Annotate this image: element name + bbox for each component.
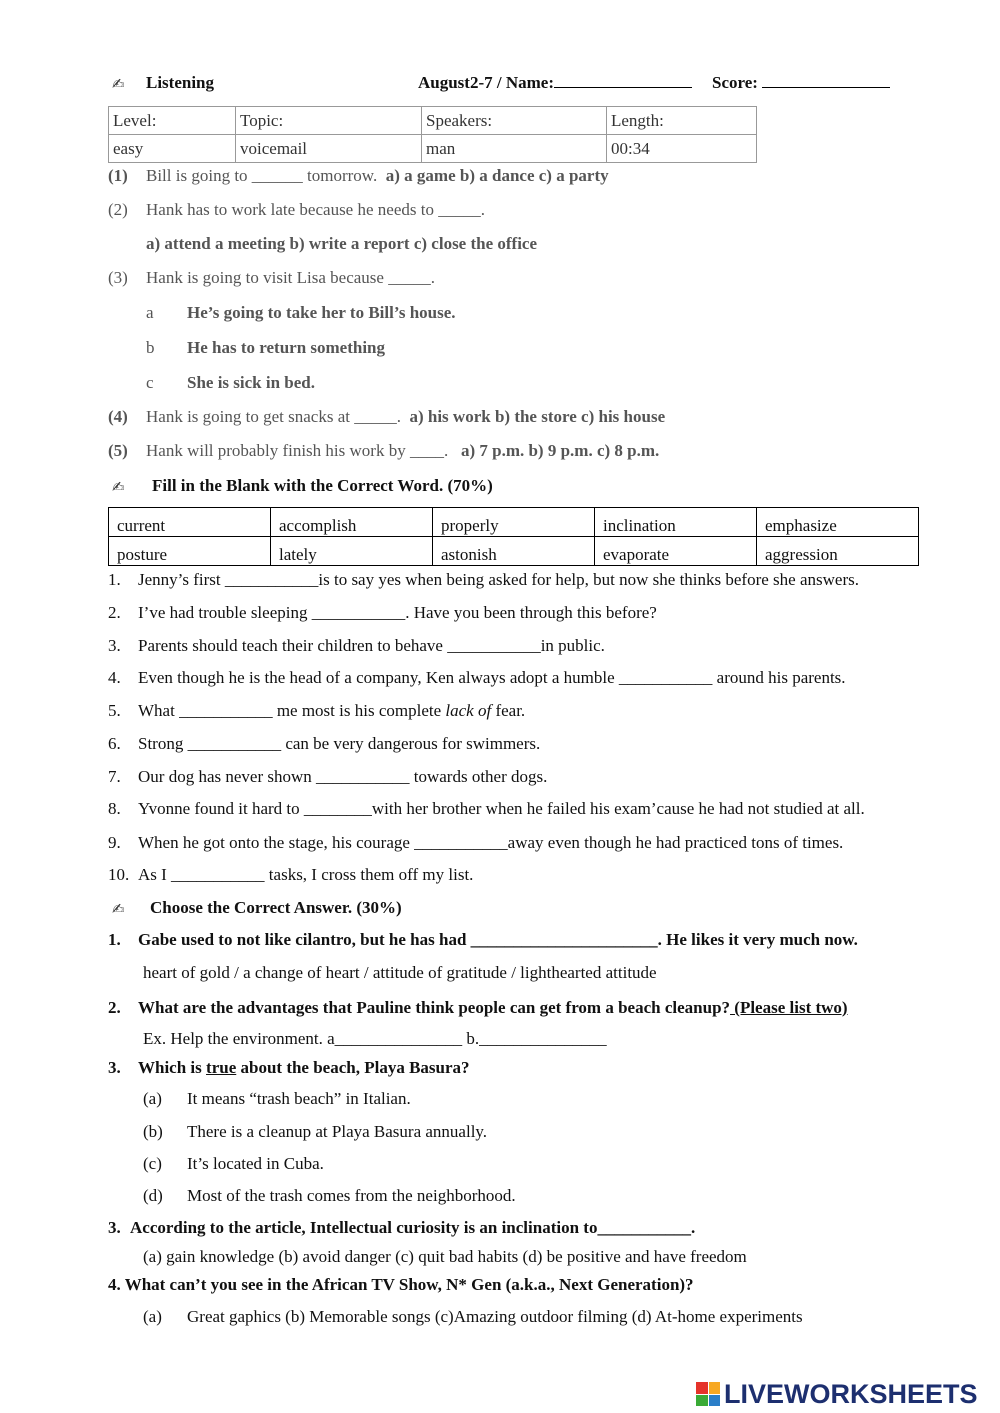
word-bank-cell: aggression xyxy=(757,537,919,566)
info-value-length: 00:34 xyxy=(607,135,757,163)
choose-question-3: 3. Which is true about the beach, Playa Basura? xyxy=(108,1058,470,1077)
choose-question-1-options: heart of gold / a change of heart / attitude of gratitude / lighthearted attitude xyxy=(143,963,657,982)
fill-item-8: 8. Yvonne found it hard to ________with her brother when he failed his exam’cause he had not studied at all. xyxy=(108,799,865,818)
info-header-level: Level: xyxy=(109,107,236,135)
fill-item-10: 10. As I ___________ tasks, I cross them off my list. xyxy=(108,865,474,884)
choose-question-2: 2. What are the advantages that Pauline think people can get from a beach cleanup? (Please list two) xyxy=(108,998,848,1017)
listening-question-3-option-a: a He’s going to take her to Bill’s house. xyxy=(146,303,456,322)
listening-question-3: (3) Hank is going to visit Lisa because _____. xyxy=(108,268,435,287)
choose-question-2-example: Ex. Help the environment. a_______________ b._______________ xyxy=(143,1029,607,1048)
choose-question-1: 1. Gabe used to not like cilantro, but he has had ______________________. He likes it very much now. xyxy=(108,930,858,949)
choose-question-3-option-a: (a) It means “trash beach” in Italian. xyxy=(143,1089,411,1108)
choose-question-3-option-b: (b) There is a cleanup at Playa Basura annually. xyxy=(143,1122,488,1141)
word-bank-cell: astonish xyxy=(433,537,595,566)
word-bank-table xyxy=(108,507,919,566)
word-bank-cell: emphasize xyxy=(757,508,919,537)
info-value-topic: voicemail xyxy=(236,135,422,163)
choose-question-3-option-d: (d) Most of the trash comes from the neighborhood. xyxy=(143,1186,516,1205)
info-header-speakers: Speakers: xyxy=(422,107,607,135)
info-table xyxy=(108,106,757,163)
fill-item-4: 4. Even though he is the head of a company, Ken always adopt a humble ___________ around his parents. xyxy=(108,668,846,687)
listening-heading: Listening xyxy=(146,73,215,92)
fill-item-3: 3. Parents should teach their children to behave ___________in public. xyxy=(108,636,605,655)
fill-item-9: 9. When he got onto the stage, his courage ___________away even though he had practiced tons of times. xyxy=(108,833,844,852)
listening-question-3-option-b: b He has to return something xyxy=(146,338,386,357)
word-bank-cell: inclination xyxy=(595,508,757,537)
listening-question-2: (2) Hank has to work late because he needs to _____. xyxy=(108,200,485,219)
fill-item-2: 2. I’ve had trouble sleeping ___________. Have you been through this before? xyxy=(108,603,657,622)
word-bank-cell: accomplish xyxy=(271,508,433,537)
fill-item-1: 1. Jenny’s first ___________is to say yes when being asked for help, but now she thinks before she answers. xyxy=(108,570,859,589)
choose-section-title: Choose the Correct Answer. (30%) xyxy=(150,898,402,917)
listening-question-2-options: a) attend a meeting b) write a report c) close the office xyxy=(146,234,538,253)
writing-hand-icon: ✍ xyxy=(112,478,125,496)
info-value-speakers: man xyxy=(422,135,607,163)
fill-section-title: Fill in the Blank with the Correct Word. (70%) xyxy=(152,476,493,495)
fill-item-7: 7. Our dog has never shown ___________ towards other dogs. xyxy=(108,767,548,786)
word-bank-cell: properly xyxy=(433,508,595,537)
date-name-label: August2-7 / Name: xyxy=(418,73,692,93)
info-header-topic: Topic: xyxy=(236,107,422,135)
listening-question-3-option-c: c She is sick in bed. xyxy=(146,373,316,392)
choose-question-3b-options: (a) gain knowledge (b) avoid danger (c) quit bad habits (d) be positive and have freedom xyxy=(143,1247,747,1266)
fill-item-6: 6. Strong ___________ can be very dangerous for swimmers. xyxy=(108,734,541,753)
info-value-level: easy xyxy=(109,135,236,163)
listening-question-5: (5) Hank will probably finish his work by ____. a) 7 p.m. b) 9 p.m. c) 8 p.m. xyxy=(108,441,660,460)
score-label: Score: xyxy=(712,73,890,93)
listening-question-1: (1) Bill is going to ______ tomorrow. a) a game b) a dance c) a party xyxy=(108,166,609,185)
liveworksheets-logo xyxy=(696,1378,978,1410)
choose-question-3b: 3. According to the article, Intellectual curiosity is an inclination to___________. xyxy=(108,1218,696,1237)
logo-badge-icon xyxy=(696,1382,720,1406)
info-header-length: Length: xyxy=(607,107,757,135)
word-bank-cell: current xyxy=(109,508,271,537)
writing-hand-icon: ✍ xyxy=(112,900,125,918)
listening-question-4: (4) Hank is going to get snacks at _____. a) his work b) the store c) his house xyxy=(108,407,666,426)
choose-question-4-options: (a) Great gaphics (b) Memorable songs (c)Amazing outdoor filming (d) At-home experiments xyxy=(143,1307,803,1326)
choose-question-3-option-c: (c) It’s located in Cuba. xyxy=(143,1154,324,1173)
fill-item-5: 5. What ___________ me most is his complete lack of fear. xyxy=(108,701,526,720)
word-bank-cell: evaporate xyxy=(595,537,757,566)
word-bank-cell: lately xyxy=(271,537,433,566)
choose-question-4: 4. What can’t you see in the African TV Show, N* Gen (a.k.a., Next Generation)? xyxy=(108,1275,694,1294)
logo-text: LIVEWORKSHEETS xyxy=(724,1378,978,1409)
writing-hand-icon: ✍ xyxy=(112,75,125,93)
word-bank-cell: posture xyxy=(109,537,271,566)
